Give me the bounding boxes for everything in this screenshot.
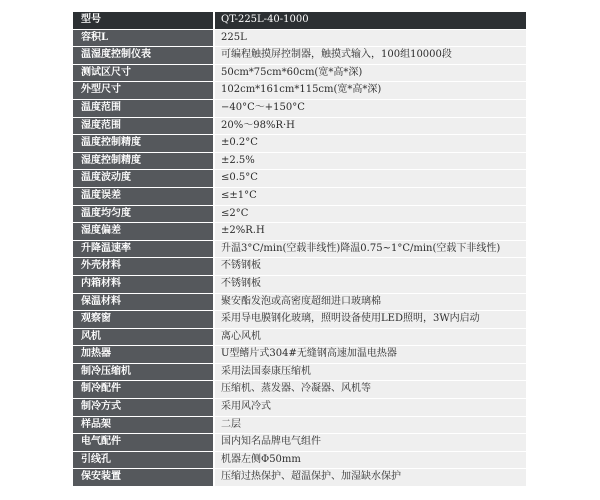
- spec-row: [73, 275, 526, 293]
- spec-row-value: 不锈钢板: [214, 275, 526, 293]
- spec-row: [73, 117, 526, 135]
- spec-row-label: 电气配件: [73, 434, 214, 452]
- spec-row-label: 样品架: [73, 416, 214, 434]
- spec-row-value: ≤±1°C: [214, 187, 526, 205]
- spec-row: [73, 311, 526, 329]
- spec-row: [73, 328, 526, 346]
- spec-row: [73, 363, 526, 381]
- spec-row-label: 观察窗: [73, 311, 214, 329]
- spec-row-value: 采用导电膜钢化玻璃，照明设备使用LED照明，3W内启动: [214, 311, 526, 329]
- spec-row-label: 制冷压缩机: [73, 363, 214, 381]
- spec-row-label: 温湿度控制仪表: [73, 47, 214, 65]
- spec-row: [73, 346, 526, 364]
- spec-row-label: 温度均匀度: [73, 205, 214, 223]
- spec-row: [73, 205, 526, 223]
- spec-header-label: 型号: [73, 12, 214, 29]
- spec-row-value: 采用法国泰康压缩机: [214, 363, 526, 381]
- spec-row: [73, 381, 526, 399]
- spec-row-label: 温度控制精度: [73, 135, 214, 153]
- spec-row-value: ≤2°C: [214, 205, 526, 223]
- spec-row-value: 聚安酯发泡或高密度超细进口玻璃棉: [214, 293, 526, 311]
- spec-row-value: 二层: [214, 416, 526, 434]
- spec-row-value: ±2.5%: [214, 152, 526, 170]
- spec-row-label: 湿度范围: [73, 117, 214, 135]
- spec-row-label: 湿度控制精度: [73, 152, 214, 170]
- spec-row-label: 测试区尺寸: [73, 64, 214, 82]
- spec-header-row: [73, 12, 526, 29]
- spec-row-value: 可编程触摸屏控制器，触摸式输入，100组10000段: [214, 47, 526, 65]
- spec-row: [73, 223, 526, 241]
- spec-row: [73, 240, 526, 258]
- spec-row-value: ±2%R.H: [214, 223, 526, 241]
- spec-row: [73, 434, 526, 452]
- spec-row: [73, 399, 526, 417]
- spec-row: [73, 451, 526, 469]
- spec-row: [73, 258, 526, 276]
- spec-row-value: 102cm*161cm*115cm(宽*高*深): [214, 82, 526, 100]
- spec-row-value: 机器左侧Φ50mm: [214, 451, 526, 469]
- spec-row: [73, 293, 526, 311]
- spec-table-body: [73, 12, 526, 487]
- spec-row-label: 温度误差: [73, 187, 214, 205]
- spec-row-label: 容积L: [73, 29, 214, 47]
- spec-row: [73, 82, 526, 100]
- spec-row-label: 加热器: [73, 346, 214, 364]
- spec-row-value: 压缩过热保护、超温保护、加湿缺水保护: [214, 469, 526, 487]
- spec-row-value: 225L: [214, 29, 526, 47]
- spec-row-value: ≤0.5°C: [214, 170, 526, 188]
- spec-row-value: 不锈钢板: [214, 258, 526, 276]
- spec-row: [73, 135, 526, 153]
- spec-row: [73, 187, 526, 205]
- spec-row-label: 温度范围: [73, 99, 214, 117]
- spec-row-label: 制冷配件: [73, 381, 214, 399]
- spec-row-value: U型鳍片式304#无缝钢高速加温电热器: [214, 346, 526, 364]
- spec-row: [73, 99, 526, 117]
- spec-row: [73, 416, 526, 434]
- spec-row-value: 压缩机、蒸发器、冷凝器、风机等: [214, 381, 526, 399]
- spec-row: [73, 47, 526, 65]
- spec-row-label: 外型尺寸: [73, 82, 214, 100]
- spec-header-value: QT-225L-40-1000: [214, 12, 526, 29]
- spec-row-value: 升温3°C/min(空载非线性)降温0.75~1°C/min(空载下非线性): [214, 240, 526, 258]
- spec-row-value: 采用风冷式: [214, 399, 526, 417]
- spec-row: [73, 64, 526, 82]
- spec-row-label: 引线孔: [73, 451, 214, 469]
- spec-row-label: 升降温速率: [73, 240, 214, 258]
- spec-row-label: 保温材料: [73, 293, 214, 311]
- spec-row-label: 制冷方式: [73, 399, 214, 417]
- spec-row-label: 保安装置: [73, 469, 214, 487]
- spec-row: [73, 469, 526, 487]
- spec-row: [73, 170, 526, 188]
- spec-row-label: 外壳材料: [73, 258, 214, 276]
- spec-row-label: 温度波动度: [73, 170, 214, 188]
- spec-row: [73, 29, 526, 47]
- spec-row-value: 20%〜98%R·H: [214, 117, 526, 135]
- spec-row-label: 风机: [73, 328, 214, 346]
- spec-row-value: ±0.2°C: [214, 135, 526, 153]
- spec-row-label: 内箱材料: [73, 275, 214, 293]
- spec-row-value: 离心风机: [214, 328, 526, 346]
- spec-row-value: 国内知名品牌电气组件: [214, 434, 526, 452]
- spec-row-value: −40°C〜+150°C: [214, 99, 526, 117]
- spec-row-value: 50cm*75cm*60cm(宽*高*深): [214, 64, 526, 82]
- spec-row-label: 湿度偏差: [73, 223, 214, 241]
- spec-table: [73, 12, 526, 487]
- spec-row: [73, 152, 526, 170]
